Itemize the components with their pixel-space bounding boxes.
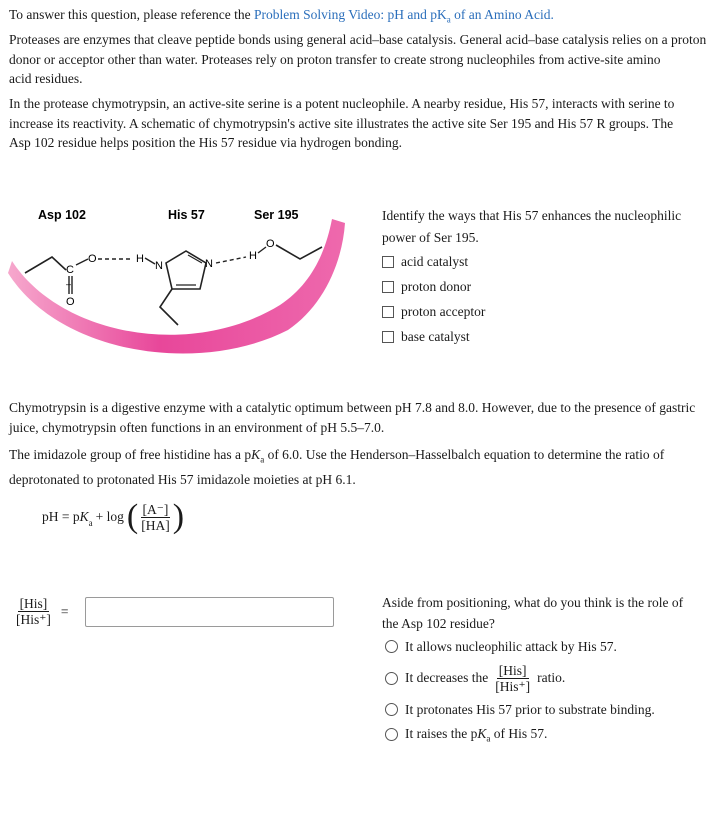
equals-sign: = [60,603,69,619]
his-nitrogen-2: N [205,258,213,270]
optimum-paragraph: Chymotrypsin is a digestive enzyme with a catalytic optimum between pH 7.8 and 8.0. However, due to the presence of gastric juice, chymotrypsin often functions in an environment of pH 5.5–7.0. [9,400,696,435]
q1-option-proton-acceptor[interactable]: proton acceptor [382,299,707,324]
his-side-chain [160,289,178,325]
q2-option-protonates-his57[interactable]: It protonates His 57 prior to substrate binding. [385,697,707,722]
asp-carbon: C [66,264,74,276]
checkbox[interactable] [382,256,394,268]
q1-option-base-catalyst[interactable]: base catalyst [382,324,707,349]
q1-option-acid-catalyst[interactable]: acid catalyst [382,249,707,274]
ser-oxygen: O [266,238,275,250]
checkbox[interactable] [382,281,394,293]
q1-option-proton-donor[interactable]: proton donor [382,274,707,299]
equation-fraction: $\frac{[A^-]}{[HA]}$ [141,501,170,533]
chymotrypsin-paragraph: In the protease chymotrypsin, an active-site serine is a potent nucleophile. A nearby residue, His 57, interacts with serine to increase its reactivity. A schematic of chymotrypsin's active site illustrates the active site Ser 195 and His 57 R groups. The Asp 102 residue helps position the His 57 residue via hydrogen bonding. [9,96,675,150]
radio-button[interactable] [385,640,398,653]
his-ratio-fraction: $\frac{\text{[His]}}{\text{[His⁺]}}$ [495,662,531,694]
his-nitrogen-1: N [155,260,163,272]
his57-label: His 57 [168,208,205,222]
protein-ribbon [8,219,345,353]
q2-option-raises-pka[interactable]: It raises the $pK_a$ of His 57. [385,722,707,747]
henderson-hasselbalch-equation: pH = p K $_a$ + log ( $\frac{[A^-]}{[HA]}$ ) [42,498,185,535]
intro-line: To answer this question, please reference the Problem Solving Video: pH and $pK_a$ of an Amino Acid. [9,7,554,25]
checkbox[interactable] [382,306,394,318]
q1-block: Identify the ways that His 57 enhances the nucleophilic power of Ser 195. acid catalyst proton donor proton acceptor base catalyst [382,205,707,349]
imidazole-paragraph: The imidazole group of free histidine has a $pK_a$ of 6.0. Use the Henderson–Hasselbalch equation to determine the ratio of deprotonated to protonated His 57 imidazole moieties at pH 6.1. [9,447,665,488]
q2-option-decreases-ratio[interactable]: It decreases the $\frac{\text{[His]}}{\text{[His⁺]}}$ ratio. [385,659,707,697]
asp-oxygen-top: O [88,253,97,265]
radio-button[interactable] [385,672,398,685]
his-ratio-fraction: $\frac{\text{[His]}}{\text{[His⁺]}}$ [16,596,51,627]
active-site-diagram [0,195,360,375]
q2-block: Aside from positioning, what do you think is the role of the Asp 102 residue? It allows nucleophilic attack by His 57. It decreases the $\frac{\text{[His]}}{\text{[His⁺]}}$ ratio. It protonates His 57 prior to substrate binding. It raises the $pK_a$ of His 57. [382,592,707,747]
q2-option-nucleophilic-attack[interactable]: It allows nucleophilic attack by His 57. [385,634,707,659]
asp102-label: Asp 102 [38,208,86,222]
ratio-row [14,596,334,627]
asp-chain [25,257,66,273]
checkbox[interactable] [382,331,394,343]
ratio-answer-input[interactable] [85,597,334,627]
proteases-paragraph: Proteases are enzymes that cleave peptide bonds using general acid–base catalysis. General acid–base catalysis relies on a proton donor or acceptor other than water. Proteases rely on proton transfer to create strong nucleophiles from active-site amino acid residues. [9,32,707,86]
his-hydrogen: H [136,253,144,265]
imidazole-ring [166,251,206,289]
problem-solving-video-link[interactable]: Problem Solving Video: pH and $pK_a$ of an Amino Acid. [253,7,554,25]
asp-oxygen-bottom: O [66,296,75,308]
ser195-label: Ser 195 [254,208,299,222]
asp-minus: – [66,279,72,289]
ser-hydrogen: H [249,250,257,262]
radio-button[interactable] [385,703,398,716]
radio-button[interactable] [385,728,398,741]
ser-side-chain [276,245,322,259]
